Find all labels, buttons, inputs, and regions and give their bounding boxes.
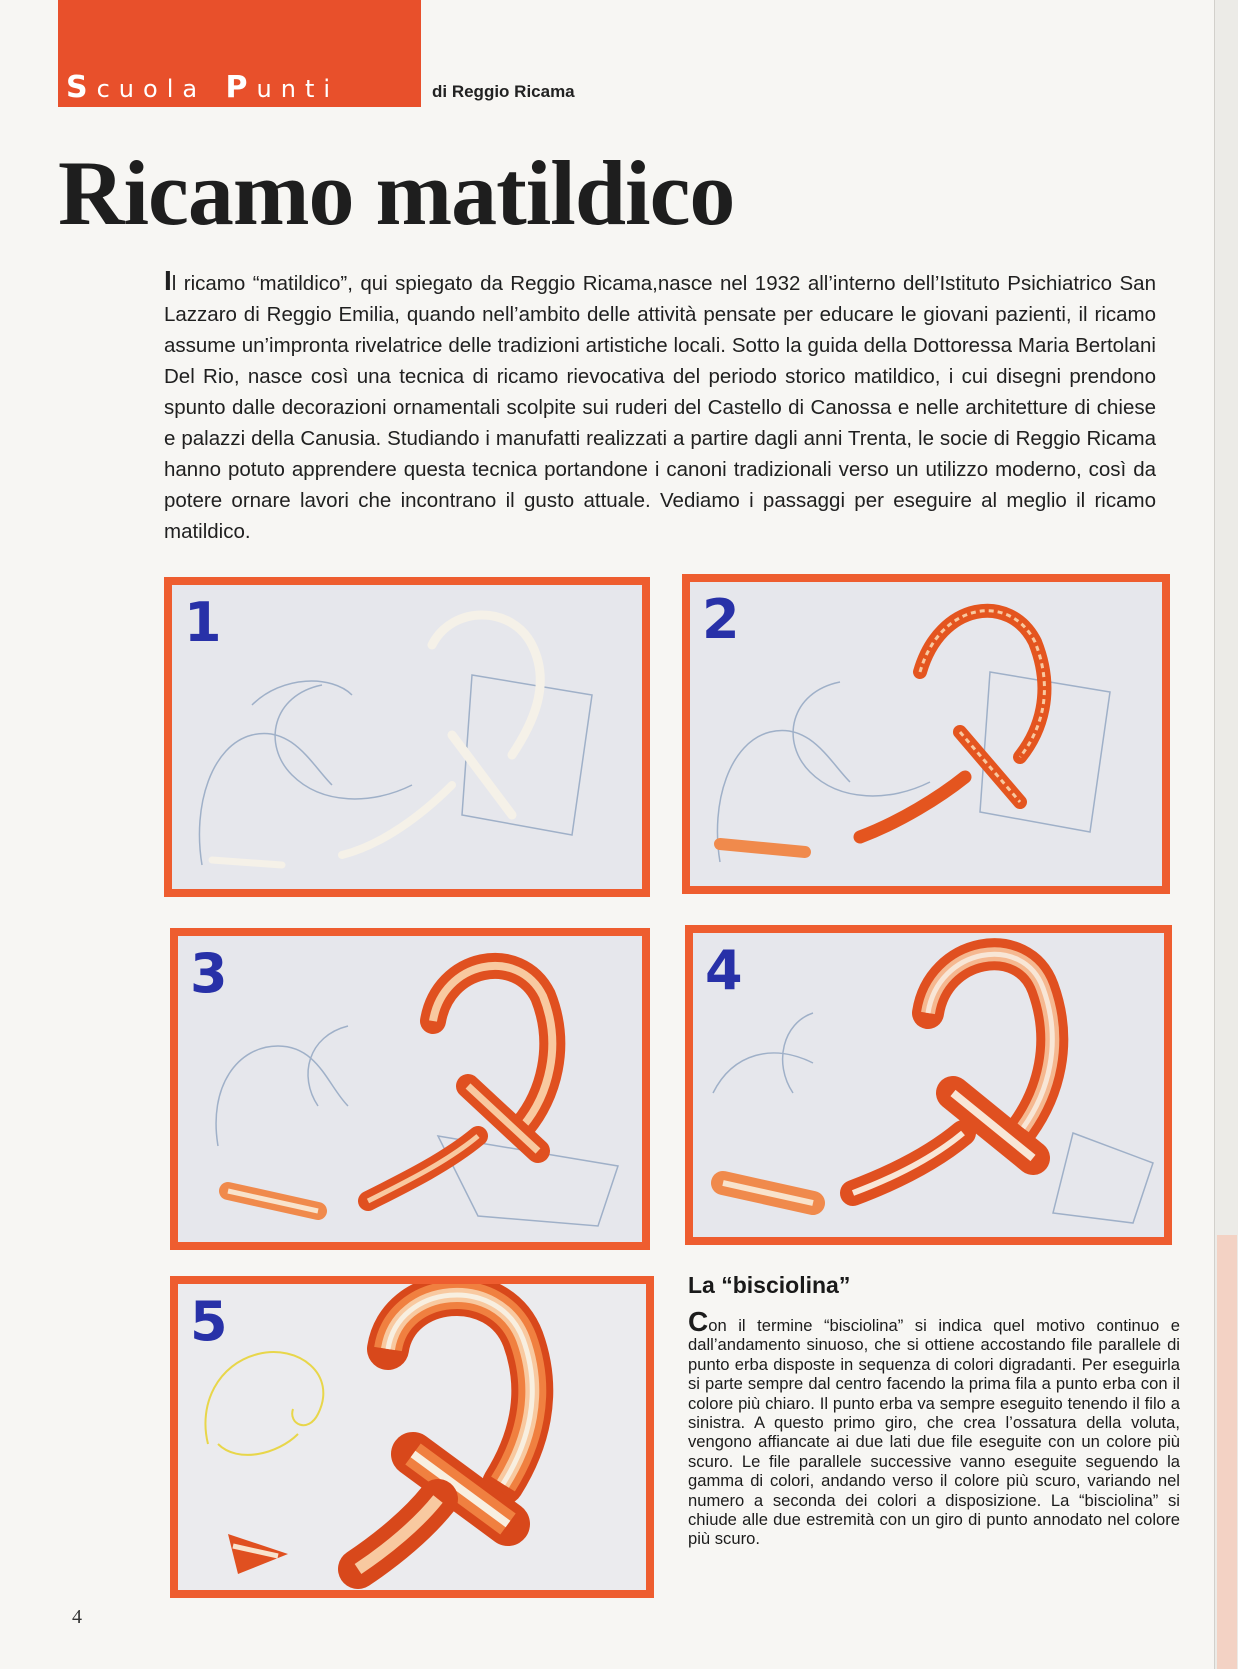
embroidery-illustration [178,1284,646,1590]
page-number: 4 [72,1606,82,1628]
embroidery-illustration [690,582,1162,886]
adjacent-page-edge [1214,0,1238,1669]
step-photo-2 [682,574,1170,894]
section-header-band [58,0,421,107]
step-photo-4 [685,925,1172,1245]
intro-dropcap: I [164,265,172,296]
section-text: on il termine “bisciolina” si indica quel motivo continuo e dall’andamento sinuoso, che si ottiene accostando file parallele di punto erba disposte in sequenza di colori digradanti. Per eseguirla si parte sempre dal centro facendo la prima fila a punto erba con il colore più chiaro. Il punto erba va sempre eseguito tenendo il filo a sinistra. A questo primo giro, che crea l’ossatura della voluta, vengono affiancate ai due lati due file eseguite con un colore più scuro. Le file parallele successive vanno eseguite seguendo la gamma di colori, andando verso il colore più scuro, variando nel numero a seconda dei colori a disposizione. La “bisciolina” si chiude alle due estremità con un giro di punto annodato nel colore più scuro. [688,1316,1180,1549]
section-heading: La “bisciolina” [688,1272,851,1298]
step-number: 5 [190,1290,228,1353]
step-photo-3 [170,928,650,1250]
embroidery-illustration [172,585,642,889]
step-number: 2 [702,588,740,651]
step-number: 3 [190,942,228,1005]
step-photo-1 [164,577,650,897]
embroidery-illustration [178,936,642,1242]
page-title: Ricamo matildico [58,142,735,244]
byline: di Reggio Ricama [432,82,575,101]
embroidery-illustration [693,933,1164,1237]
step-number: 1 [184,591,222,654]
section-dropcap: C [688,1306,709,1337]
step-number: 4 [705,939,743,1002]
intro-paragraph [164,265,1156,547]
step-photo-5 [170,1276,654,1598]
section-paragraph [688,1306,1180,1549]
series-title: Scuola Punti [66,70,340,105]
intro-text: l ricamo “matildico”, qui spiegato da Reggio Ricama,nasce nel 1932 all’interno dell’Istituto Psichiatrico San Lazzaro di Reggio Emilia, quando nell’ambito delle attività pensate per educare le giovani pazienti, il ricamo assume un’impronta rivelatrice delle tradizioni artistiche locali. Sotto la guida della Dottoressa Maria Bertolani Del Rio, nasce così una tecnica di ricamo rievocativa del periodo storico matildico, i cui disegni prendono spunto dalle decorazioni ornamentali scolpite sui ruderi del Castello di Canossa e nelle architetture di chiese e palazzi della Canusia. Studiando i manufatti realizzati a partire dagli anni Trenta, le socie di Reggio Ricama hanno potuto apprendere questa tecnica portandone i canoni tradizionali verso un utilizzo moderno, così da potere ornare lavori che incontrano il gusto attuale. Vediamo i passaggi per eseguire al meglio il ricamo matildico. [164,272,1156,543]
